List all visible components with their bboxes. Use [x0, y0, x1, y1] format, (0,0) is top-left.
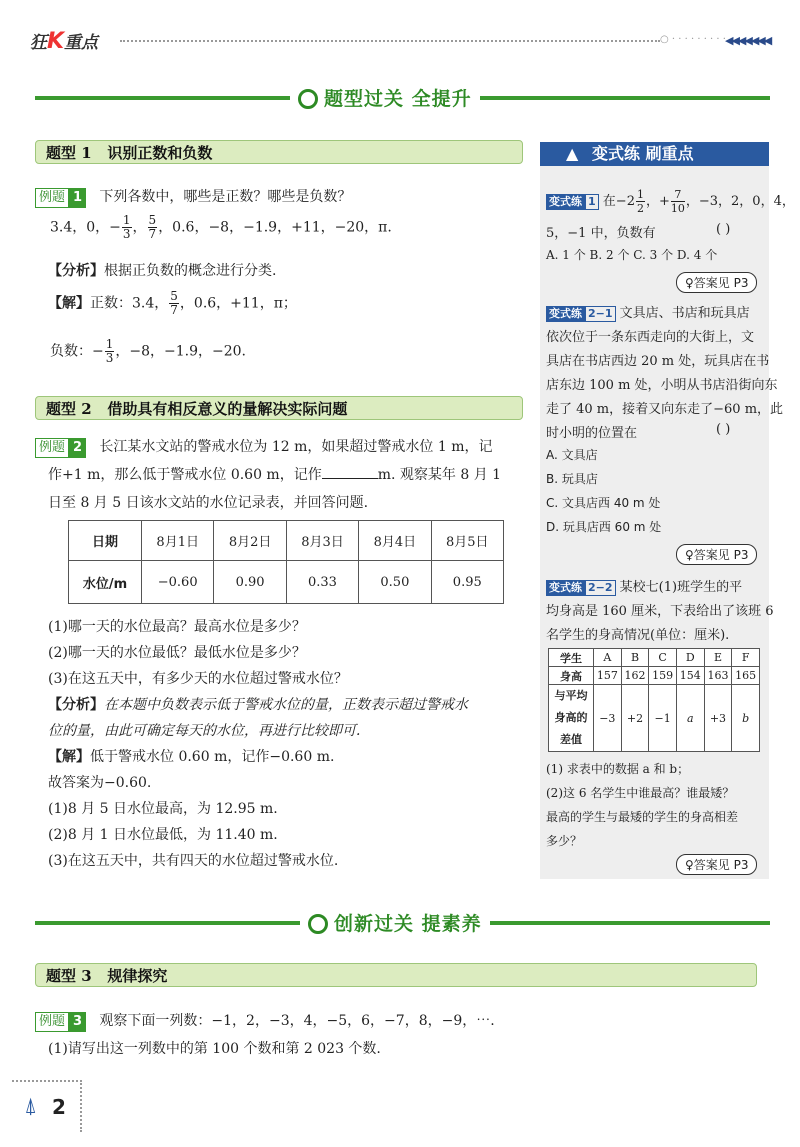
answer-blank: [322, 466, 378, 479]
section-badge-icon: [308, 914, 328, 934]
topic-bar: 题型 3 规律探究: [35, 963, 757, 987]
example-3: 例题 3 观察下面一列数：−1，2，−3，4，−5，6，−7，8，−9，⋯.: [35, 1010, 495, 1032]
example-2-line2: 作+1 m，那么低于警戒水位 0.60 m，记作 m. 观察某年 8 月 1: [48, 467, 502, 483]
solution-line: 故答案为−0.60.: [48, 775, 152, 791]
student-icon: ▲: [566, 144, 579, 163]
answer-link[interactable]: ♀答案见 P3: [676, 272, 757, 293]
variant-1-line2: 5，−1 中，负数有: [546, 226, 656, 241]
text-line: 时小明的位置在: [546, 426, 638, 441]
solution-line: (3)在这五天中，共有四天的水位超过警戒水位.: [48, 853, 339, 869]
solution-line: (1)8 月 5 日水位最高，为 12.95 m.: [48, 801, 278, 817]
header-arrows-icon: ◀◀◀◀◀◀◀: [725, 34, 771, 47]
variant-2-2: 变式练 2−2 某校七(1)班学生的平: [546, 576, 742, 596]
question-2-cont: 多少？: [546, 834, 583, 848]
water-level-table: 日期 8月1日 8月2日 8月3日 8月4日 8月5日 水位/m −0.60 0.90 0.33 0.50 0.95: [68, 520, 504, 604]
analysis: 【分析】在本题中负数表示低于警戒水位的量，正数表示超过警戒水: [48, 697, 468, 713]
topic-bar: 题型 2 借助具有相反意义的量解决实际问题: [35, 396, 523, 420]
variant-1: 变式练 1 在−2 $\frac{1}{2}$ ，+ $\frac{7}{10}$ ，−3，2，0，4，: [546, 188, 795, 215]
header-dots: ○ · · · · · · · · ·: [660, 34, 726, 45]
section-badge-icon: [298, 89, 318, 109]
example-number: 1: [69, 188, 86, 208]
section-title: 题型过关 全提升: [290, 84, 480, 111]
text-line: 名学生的身高情况(单位：厘米).: [546, 628, 730, 643]
example-2: 例题 2 长江某水文站的警戒水位为 12 m，如果超过警戒水位 1 m，记: [35, 436, 493, 458]
example-1: [35, 186, 351, 208]
text-line: 均身高是 160 厘米，下表给出了该班 6: [546, 604, 774, 619]
question-3: (3)在这五天中，有多少天的水位超过警戒水位？: [48, 671, 348, 687]
example-tag: 例题: [35, 1012, 69, 1032]
solution-negative: 负数：− $\frac{1}{3}$ ，−8，−1.9，−20.: [50, 337, 247, 365]
solution: 【解】低于警戒水位 0.60 m，记作−0.60 m.: [48, 749, 335, 765]
solution-line: (2)8 月 1 日水位最低，为 11.40 m.: [48, 827, 278, 843]
analysis-cont: 位的量，由此可确定每天的水位，再进行比较即可.: [48, 723, 361, 739]
text-line: 具店在书店西边 20 m 处，玩具店在书: [546, 354, 770, 369]
option-c: C. 文具店西 40 m 处: [546, 496, 661, 510]
height-table: 学生 A B C D E F 身高 157 162 159 154 163 165 与平均 身高的 差值 −3 +2 −1 a +3 b: [548, 648, 760, 752]
option-d: D. 玩具店西 60 m 处: [546, 520, 662, 534]
question-2-cont: 最高的学生与最矮的学生的身高相差: [546, 810, 739, 824]
page-corner: [12, 1080, 82, 1132]
option-b: B. 玩具店: [546, 472, 598, 486]
text-line: 依次位于一条东西走向的大街上，文: [546, 330, 755, 345]
topic-bar: 题型 1 识别正数和负数: [35, 140, 523, 164]
section-title: 创新过关 提素养: [300, 909, 490, 936]
example-2-line3: 日至 8 月 5 日该水文站的水位记录表，并回答问题.: [48, 495, 369, 511]
answer-link[interactable]: ♀答案见 P3: [676, 544, 757, 565]
text-line: 店东边 100 m 处，小明从书店沿街向东: [546, 378, 778, 393]
brand-logo: 狂K重点: [30, 29, 99, 54]
key-icon: ♀: [685, 548, 694, 562]
number-list: 3.4，0，− $\frac{1}{3}$ ， $\frac{5}{7}$ ，0.6，−8，−1.9，+11，−20，π.: [50, 213, 392, 241]
option-a: A. 文具店: [546, 448, 598, 462]
text-line: 走了 40 m，接着又向东走了−60 m，此: [546, 402, 784, 417]
compass-icon: ⍋: [24, 1094, 38, 1119]
page-number: 2: [52, 1095, 66, 1119]
example-tag: 例题: [35, 188, 69, 208]
example-tag: 例题: [35, 438, 69, 458]
solution-positive: 【解】正数：3.4， $\frac{5}{7}$ ，0.6，+11，π；: [48, 289, 297, 317]
header-dotted-line: [120, 40, 660, 42]
question-2: (2)哪一天的水位最低？最低水位是多少？: [48, 645, 306, 661]
key-icon: ♀: [685, 858, 694, 872]
question-2: (2)这 6 名学生中谁最高？谁最矮？: [546, 786, 735, 800]
question-1: (1)哪一天的水位最高？最高水位是多少？: [48, 619, 306, 635]
question-1: (1) 求表中的数据 a 和 b；: [546, 762, 690, 776]
example-number: 3: [69, 1012, 86, 1032]
question-1: (1)请写出这一列数中的第 100 个数和第 2 023 个数.: [48, 1041, 381, 1057]
variant-1-options: A. 1 个 B. 2 个 C. 3 个 D. 4 个: [546, 248, 718, 262]
answer-paren: ( ): [716, 222, 731, 237]
analysis: 【分析】根据正负数的概念进行分类.: [48, 263, 277, 279]
sidebar-header: ▲ 变式练 刷重点: [540, 142, 769, 166]
key-icon: ♀: [685, 276, 694, 290]
example-number: 2: [69, 438, 86, 458]
variant-2-1: 变式练 2−1 文具店、书店和玩具店: [546, 302, 750, 322]
answer-link[interactable]: ♀答案见 P3: [676, 854, 757, 875]
question-text: 下列各数中，哪些是正数？哪些是负数？: [99, 189, 352, 205]
answer-paren: ( ): [716, 422, 731, 437]
